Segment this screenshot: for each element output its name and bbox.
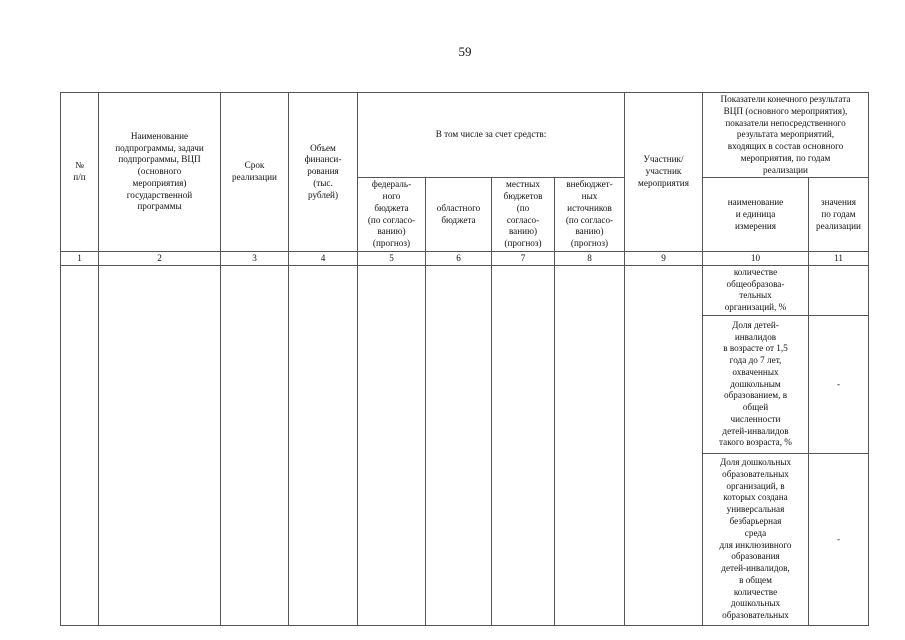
- header-subprogram-name: Наименование подпрограммы, задачи подпрограммы, ВЦП (основного мероприятия) государственной программы: [99, 93, 221, 252]
- column-number: 2: [99, 251, 221, 265]
- cell-subprogram-name: [99, 265, 221, 625]
- indicator-value: [809, 265, 869, 315]
- header-indicator-name: наименование и единица измерения: [703, 178, 809, 252]
- cell-term: [221, 265, 289, 625]
- indicator-value: -: [809, 316, 869, 454]
- column-number: 5: [358, 251, 426, 265]
- cell-federal-budget: [358, 265, 426, 625]
- header-indicators-group: Показатели конечного результата ВЦП (основного мероприятия), показатели непосредственного результата мероприятий, входящих в состав основного мероприятия, по годам реализации: [703, 93, 869, 178]
- column-number: 10: [703, 251, 809, 265]
- indicator-value: -: [809, 454, 869, 626]
- table-row: [61, 265, 869, 315]
- indicator-name: Доля детей- инвалидов в возрасте от 1,5 года до 7 лет, охваченных дошкольным образованием, в общей численности детей-инвалидов такого возраста, %: [703, 316, 809, 454]
- header-local-budgets: местных бюджетов (по согласо- ванию) (прогноз): [492, 178, 555, 252]
- column-number: 8: [555, 251, 625, 265]
- cell-regional-budget: [426, 265, 492, 625]
- header-extrabudgetary: внебюджет- ных источников (по согласо- ванию) (прогноз): [555, 178, 625, 252]
- header-number: № п/п: [61, 93, 99, 252]
- column-number: 6: [426, 251, 492, 265]
- indicator-name: количестве общеобразова- тельных организаций, %: [703, 265, 809, 315]
- indicator-name: Доля дошкольных образовательных организаций, в которых создана универсальная безбарьерная среда для инклюзивного образования детей-инвалидов, в общем количестве дошкольных образовательных: [703, 454, 809, 626]
- page-number: 59: [458, 44, 472, 59]
- header-participant: Участник/ участник мероприятия: [625, 93, 703, 252]
- cell-extrabudgetary: [555, 265, 625, 625]
- header-indicator-values: значения по годам реализации: [809, 178, 869, 252]
- header-regional-budget: областного бюджета: [426, 178, 492, 252]
- column-number: 4: [289, 251, 358, 265]
- column-number: 9: [625, 251, 703, 265]
- header-sources-group: В том числе за счет средств:: [358, 93, 625, 178]
- column-number: 3: [221, 251, 289, 265]
- column-number: 1: [61, 251, 99, 265]
- cell-local-budgets: [492, 265, 555, 625]
- column-number: 11: [809, 251, 869, 265]
- header-funding-volume: Объем финанси- рования (тыс. рублей): [289, 93, 358, 252]
- column-numbers-row: [61, 251, 869, 265]
- header-term: Срок реализации: [221, 93, 289, 252]
- program-table: [60, 92, 869, 626]
- cell-number: [61, 265, 99, 625]
- cell-participant: [625, 265, 703, 625]
- header-federal-budget: федераль- ного бюджета (по согласо- ванию) (прогноз): [358, 178, 426, 252]
- cell-funding-volume: [289, 265, 358, 625]
- column-number: 7: [492, 251, 555, 265]
